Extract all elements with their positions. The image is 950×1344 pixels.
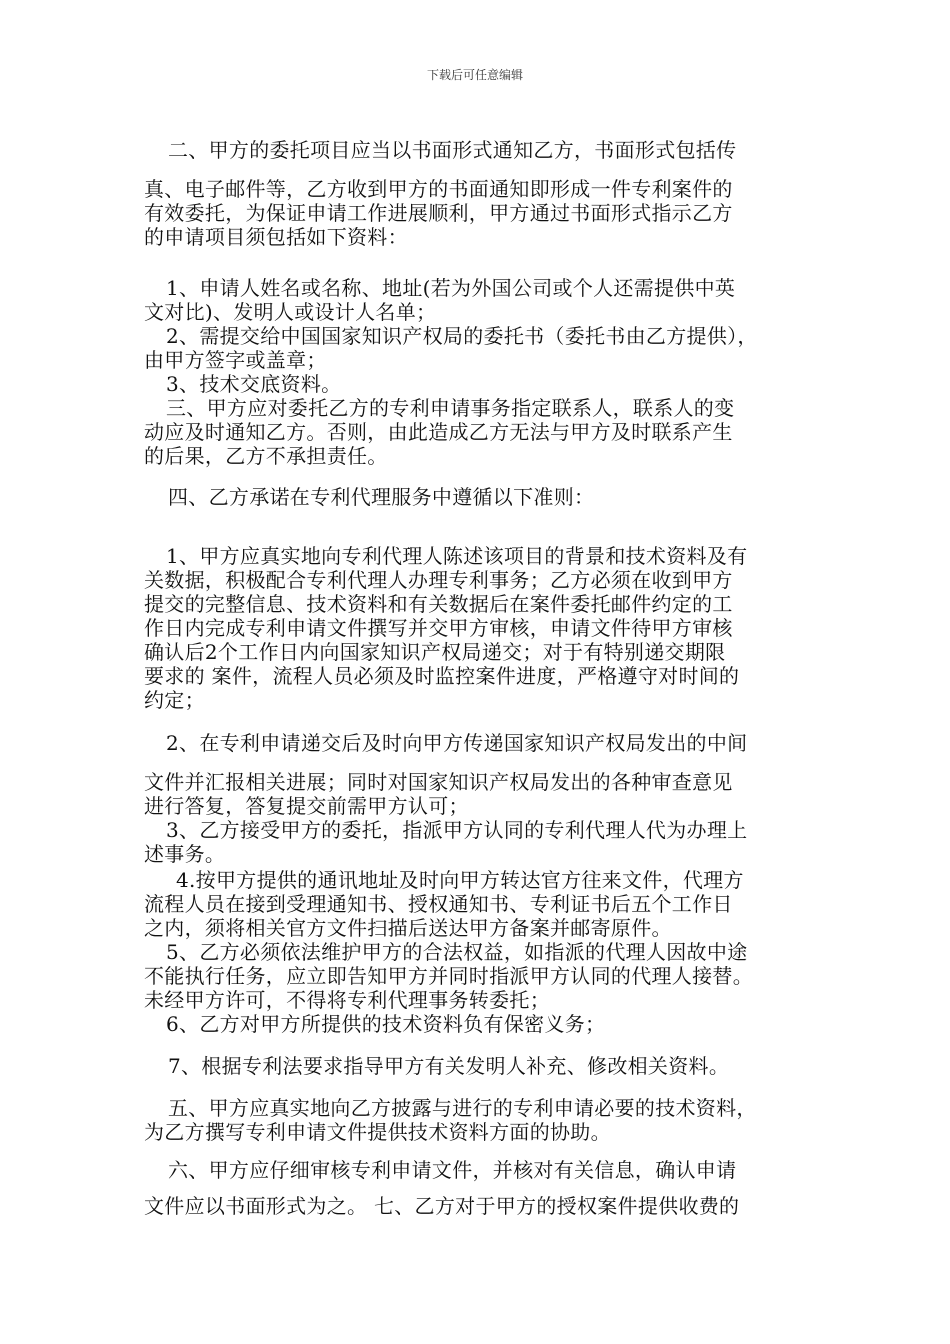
text-line: 3、乙方接受甲方的委托，指派甲方认同的专利代理人代为办理上 [166, 818, 748, 842]
text-line: 的后果，乙方不承担责任。 [144, 444, 388, 468]
text-line: 2、需提交给中国国家知识产权局的委托书（委托书由乙方提供）， [166, 324, 758, 348]
text-line: 二、甲方的委托项目应当以书面形式通知乙方，书面形式包括传 [168, 138, 737, 162]
text-line: 文件应以书面形式为之。 七、乙方对于甲方的授权案件提供收费的 [144, 1194, 740, 1218]
text-line: 真、电子邮件等，乙方收到甲方的书面通知即形成一件专利案件的 [144, 177, 733, 201]
text-line: 约定； [144, 688, 205, 712]
text-line: 四、乙方承诺在专利代理服务中遵循以下准则： [168, 485, 595, 509]
text-line: 进行答复，答复提交前需甲方认可； [144, 794, 469, 818]
text-line: 之内，须将相关官方文件扫描后送达甲方备案并邮寄原件。 [144, 916, 672, 940]
text-line: 1、申请人姓名或名称、地址(若为外国公司或个人还需提供中英 [166, 276, 736, 300]
text-line: 关数据，积极配合专利代理人办理专利事务；乙方必须在收到甲方 [144, 568, 733, 592]
text-line: 确认后2个工作日内向国家知识产权局递交；对于有特别递交期限 [144, 640, 726, 664]
text-line: 1、甲方应真实地向专利代理人陈述该项目的背景和技术资料及有 [166, 544, 748, 568]
header-note: 下载后可任意编辑 [426, 68, 523, 82]
text-line: 文对比)、发明人或设计人名单； [144, 300, 437, 324]
text-line: 作日内完成专利申请文件撰写并交甲方审核，申请文件待甲方审核 [144, 616, 733, 640]
text-line: 7、根据专利法要求指导甲方有关发明人补充、修改相关资料。 [168, 1054, 730, 1078]
text-line: 未经甲方许可，不得将专利代理事务转委托； [144, 988, 550, 1012]
text-line: 要求的 案件，流程人员必须及时监控案件进度，严格遵守对时间的 [144, 664, 740, 688]
text-line: 提交的完整信息、技术资料和有关数据后在案件委托邮件约定的工 [144, 592, 733, 616]
text-line: 五、甲方应真实地向乙方披露与进行的专利申请必要的技术资料， [168, 1096, 757, 1120]
text-line: 述事务。 [144, 842, 226, 866]
text-line: 有效委托，为保证申请工作进展顺利，甲方通过书面形式指示乙方 [144, 201, 733, 225]
text-line: 文件并汇报相关进展；同时对国家知识产权局发出的各种审查意见 [144, 770, 733, 794]
text-line: 由甲方签字或盖章； [144, 348, 327, 372]
text-line: 5、乙方必须依法维护甲方的合法权益，如指派的代理人因故中途 [166, 940, 748, 964]
text-line: 动应及时通知乙方。否则，由此造成乙方无法与甲方及时联系产生 [144, 420, 733, 444]
text-line: 的申请项目须包括如下资料： [144, 225, 408, 249]
text-line: 为乙方撰写专利申请文件提供技术资料方面的协助。 [144, 1120, 611, 1144]
text-line: 3、技术交底资料。 [166, 372, 342, 396]
text-line: 4.按甲方提供的通讯地址及时向甲方转达官方往来文件，代理方 [176, 868, 744, 892]
text-line: 流程人员在接到受理通知书、授权通知书、专利证书后五个工作日 [144, 892, 733, 916]
text-line: 六、甲方应仔细审核专利申请文件，并核对有关信息，确认申请 [168, 1158, 737, 1182]
text-line: 2、在专利申请递交后及时向甲方传递国家知识产权局发出的中间 [166, 731, 748, 755]
text-line: 三、甲方应对委托乙方的专利申请事务指定联系人，联系人的变 [166, 396, 735, 420]
text-line: 6、乙方对甲方所提供的技术资料负有保密义务； [166, 1012, 606, 1036]
text-line: 不能执行任务，应立即告知甲方并同时指派甲方认同的代理人接替。 [144, 964, 753, 988]
